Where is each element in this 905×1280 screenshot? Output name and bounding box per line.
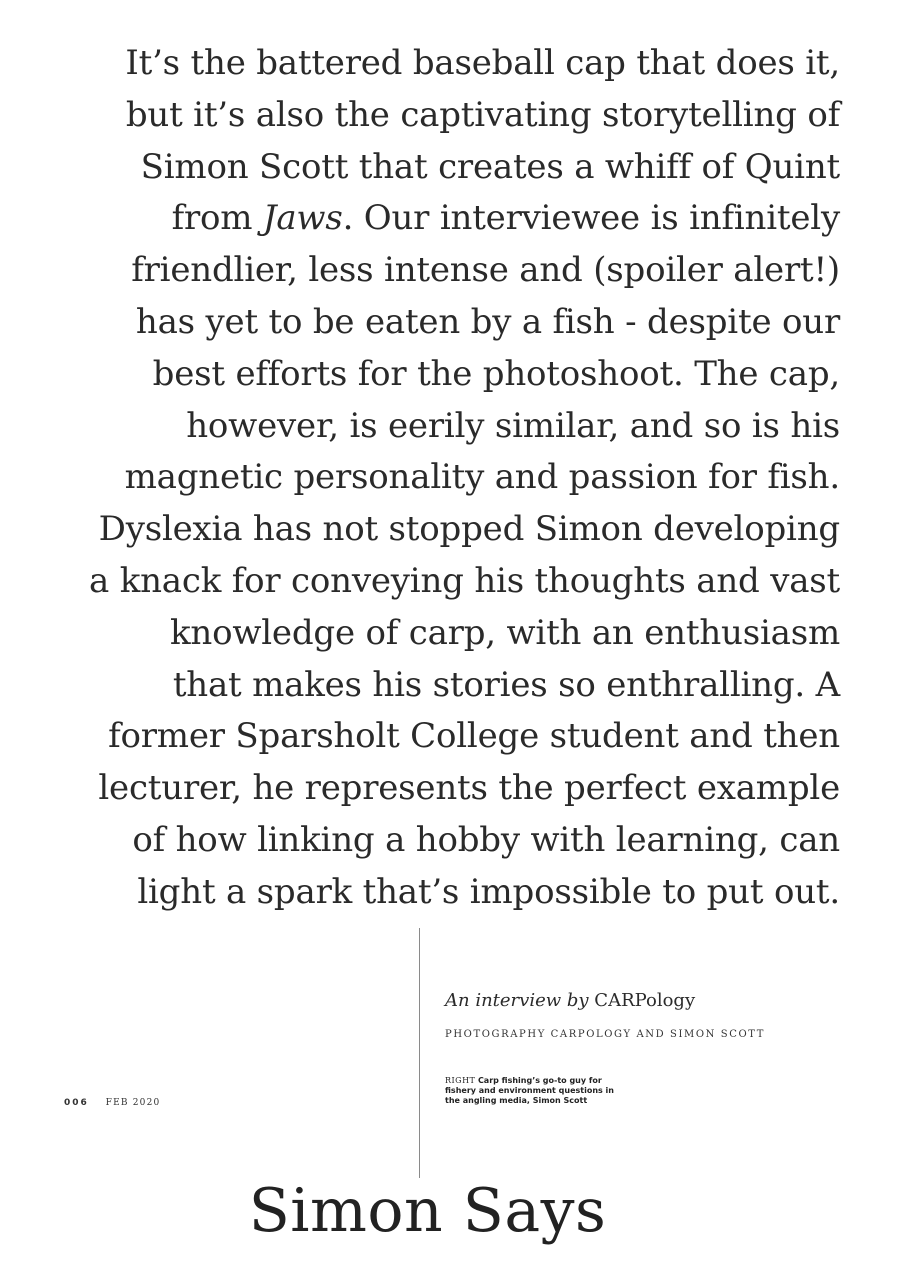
intro-line: has yet to be eaten by a fish - despite our bbox=[135, 301, 840, 342]
intro-line: however, is eerily similar, and so is his bbox=[186, 405, 840, 446]
intro-line: that makes his stories so enthralling. A bbox=[172, 664, 840, 705]
intro-line: knowledge of carp, with an enthusiasm bbox=[169, 612, 840, 653]
intro-line-part: . Our interviewee is infinitely bbox=[342, 198, 840, 239]
credit-prefix: An interview by bbox=[445, 990, 589, 1011]
intro-line: It’s the battered baseball cap that does it, bbox=[125, 43, 840, 83]
page-number: 006 bbox=[64, 1098, 89, 1108]
intro-paragraph bbox=[40, 38, 840, 919]
intro-line: friendlier, less intense and (spoiler alert!) bbox=[131, 250, 840, 291]
intro-line: Simon Scott that creates a whiff of Quint bbox=[140, 146, 840, 187]
intro-line-part: from bbox=[171, 198, 263, 239]
intro-line bbox=[40, 193, 840, 245]
caption-text: Carp fishing’s go-to guy for fishery and environment questions in the angling media, Simon Scott bbox=[445, 1076, 614, 1105]
intro-line: best efforts for the photoshoot. The cap, bbox=[152, 353, 840, 394]
issue-date: FEB 2020 bbox=[105, 1098, 161, 1108]
intro-line: former Sparsholt College student and then bbox=[108, 716, 840, 757]
photo-caption bbox=[445, 1076, 625, 1106]
caption-label: RIGHT bbox=[445, 1076, 476, 1085]
intro-line: but it’s also the captivating storytelling of bbox=[125, 94, 840, 135]
intro-line: Dyslexia has not stopped Simon developing bbox=[98, 509, 840, 550]
film-title: Jaws bbox=[262, 198, 343, 239]
intro-line: a knack for conveying his thoughts and vast bbox=[89, 560, 840, 601]
folio bbox=[64, 1098, 160, 1108]
intro-line: of how linking a hobby with learning, can bbox=[132, 819, 840, 860]
intro-line: magnetic personality and passion for fish. bbox=[124, 457, 840, 498]
article-title: Simon Says bbox=[248, 1176, 607, 1246]
intro-line: lecturer, he represents the perfect example bbox=[98, 768, 840, 809]
intro-line: light a spark that’s impossible to put out. bbox=[137, 871, 840, 912]
vertical-divider bbox=[419, 928, 420, 1178]
interview-credit bbox=[445, 990, 695, 1011]
photography-credit: PHOTOGRAPHY CARPOLOGY AND SIMON SCOTT bbox=[445, 1029, 766, 1040]
credit-author: CARPology bbox=[594, 990, 696, 1011]
